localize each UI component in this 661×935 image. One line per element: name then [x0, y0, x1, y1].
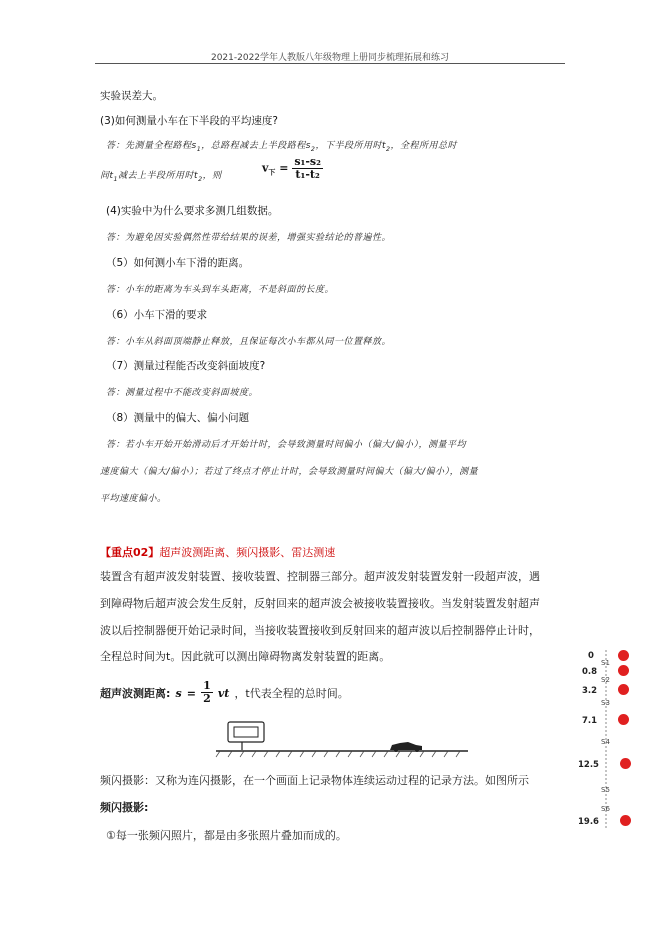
- strobe-dot-1: [618, 650, 629, 661]
- answer-5: 答：小车的距离为车头到车头距离，不是斜面的长度。: [106, 285, 335, 295]
- header-divider: [95, 63, 565, 64]
- scale-mark-7-1: 7.1: [582, 716, 598, 726]
- car-wheel-front: [394, 748, 398, 752]
- paragraph-line3: 波以后控制器便开始记录时间，当接收装置接收到反射回来的超声波以后控制器停止计时，: [100, 624, 540, 637]
- segment-label-s4: S4: [601, 738, 610, 746]
- question-3: (3)如何测量小车在下半段的平均速度?: [100, 115, 278, 127]
- segment-label-s1: S1: [601, 659, 610, 667]
- answer-8-line2: 速度偏大（偏大/偏小）；若过了终点才停止计时，会导致测量时间偏大（偏大/偏小），测量: [100, 467, 479, 477]
- flash-paragraph-line1: 频闪摄影：又称为连闪摄影，在一个画面上记录物体连续运动过程的记录方法。如图所示: [100, 774, 529, 787]
- question-5: （5）如何测小车下滑的距离。: [106, 257, 250, 269]
- question-8: （8）测量中的偏大、偏小问题: [106, 412, 250, 424]
- question-6: （6）小车下滑的要求: [106, 309, 208, 321]
- page-header: 2021-2022学年人教版八年级物理上册同步梳理拓展和练习: [210, 53, 450, 63]
- ultrasonic-car-illustration: [212, 718, 472, 760]
- paragraph-line1: 装置含有超声波发射装置、接收装置、控制器三部分。超声波发射装置发射一段超声波，遇: [100, 570, 540, 583]
- strobe-dot-2: [618, 665, 629, 676]
- answer-8-line3: 平均速度偏小。: [100, 494, 167, 504]
- scale-mark-0-8: 0.8: [582, 667, 598, 677]
- car-wheel-back: [415, 748, 419, 752]
- answer-6: 答：小车从斜面顶端静止释放，且保证每次小车都从同一位置释放。: [106, 337, 392, 347]
- ultrasonic-label: 超声波测距离:: [100, 687, 171, 700]
- segment-label-s5: S5: [601, 786, 610, 794]
- section-tag: 【重点02】: [100, 546, 160, 559]
- scale-mark-19-6: 19.6: [578, 817, 599, 827]
- segment-label-s6: S6: [601, 805, 610, 813]
- answer-4: 答：为避免因实验偶然性带给结果的误差，增强实验结论的普遍性。: [106, 233, 392, 243]
- formula-lower-half-speed: $v_下$ = $\frac{\text{s₁-s₂}}{\text{t₁-t₂}}$: [262, 155, 321, 181]
- answer-3-line1: 答：先测量全程路程$s_1$，总路程减去上半段路程$s_2$，下半段所用时$t_2$，全程所用总时: [106, 141, 457, 153]
- strobe-dot-5: [620, 758, 631, 769]
- scale-mark-12-5: 12.5: [578, 760, 599, 770]
- answer-7: 答：测量过程中不能改变斜面坡度。: [106, 388, 259, 398]
- carry-line: 实验误差大。: [100, 90, 163, 102]
- segment-label-s3: S3: [601, 699, 610, 707]
- paragraph-line2: 到障碍物后超声波会发生反射，反射回来的超声波会被接收装置接收。当发射装置发射超声: [100, 597, 540, 610]
- question-4: (4)实验中为什么要求多测几组数据。: [106, 205, 279, 217]
- scale-mark-3-2: 3.2: [582, 686, 598, 696]
- strobe-dot-6: [620, 815, 631, 826]
- scale-mark-0: 0: [588, 651, 594, 661]
- answer-8-line1: 答：若小车开始开始滑动后才开始计时，会导致测量时间偏小（偏大/偏小），测量平均: [106, 440, 467, 450]
- strobe-dot-3: [618, 684, 629, 695]
- answer-3-line2: 间$t_1$减去上半段所用时$t_2$，则: [100, 171, 222, 183]
- question-7: （7）测量过程能否改变斜面坡度?: [106, 360, 266, 372]
- flash-item-1: ①每一张频闪照片，都是由多张照片叠加而成的。: [106, 829, 347, 842]
- section-heading: [100, 541, 335, 560]
- ground-hatching: [216, 751, 460, 757]
- flash-label: 频闪摄影:: [100, 801, 149, 814]
- emitter-panel: [234, 727, 258, 737]
- paragraph-line4: 全程总时间为t。因此就可以测出障碍物离发射装置的距离。: [100, 650, 391, 663]
- strobe-dot-4: [618, 714, 629, 725]
- segment-label-s2: S2: [601, 676, 610, 684]
- section-title: 超声波测距离、频闪摄影、雷达测速: [159, 546, 336, 559]
- ultrasonic-formula-line: 超声波测距离: s = $\frac{1}{2}$ vt ，t代表全程的总时间。: [100, 679, 349, 705]
